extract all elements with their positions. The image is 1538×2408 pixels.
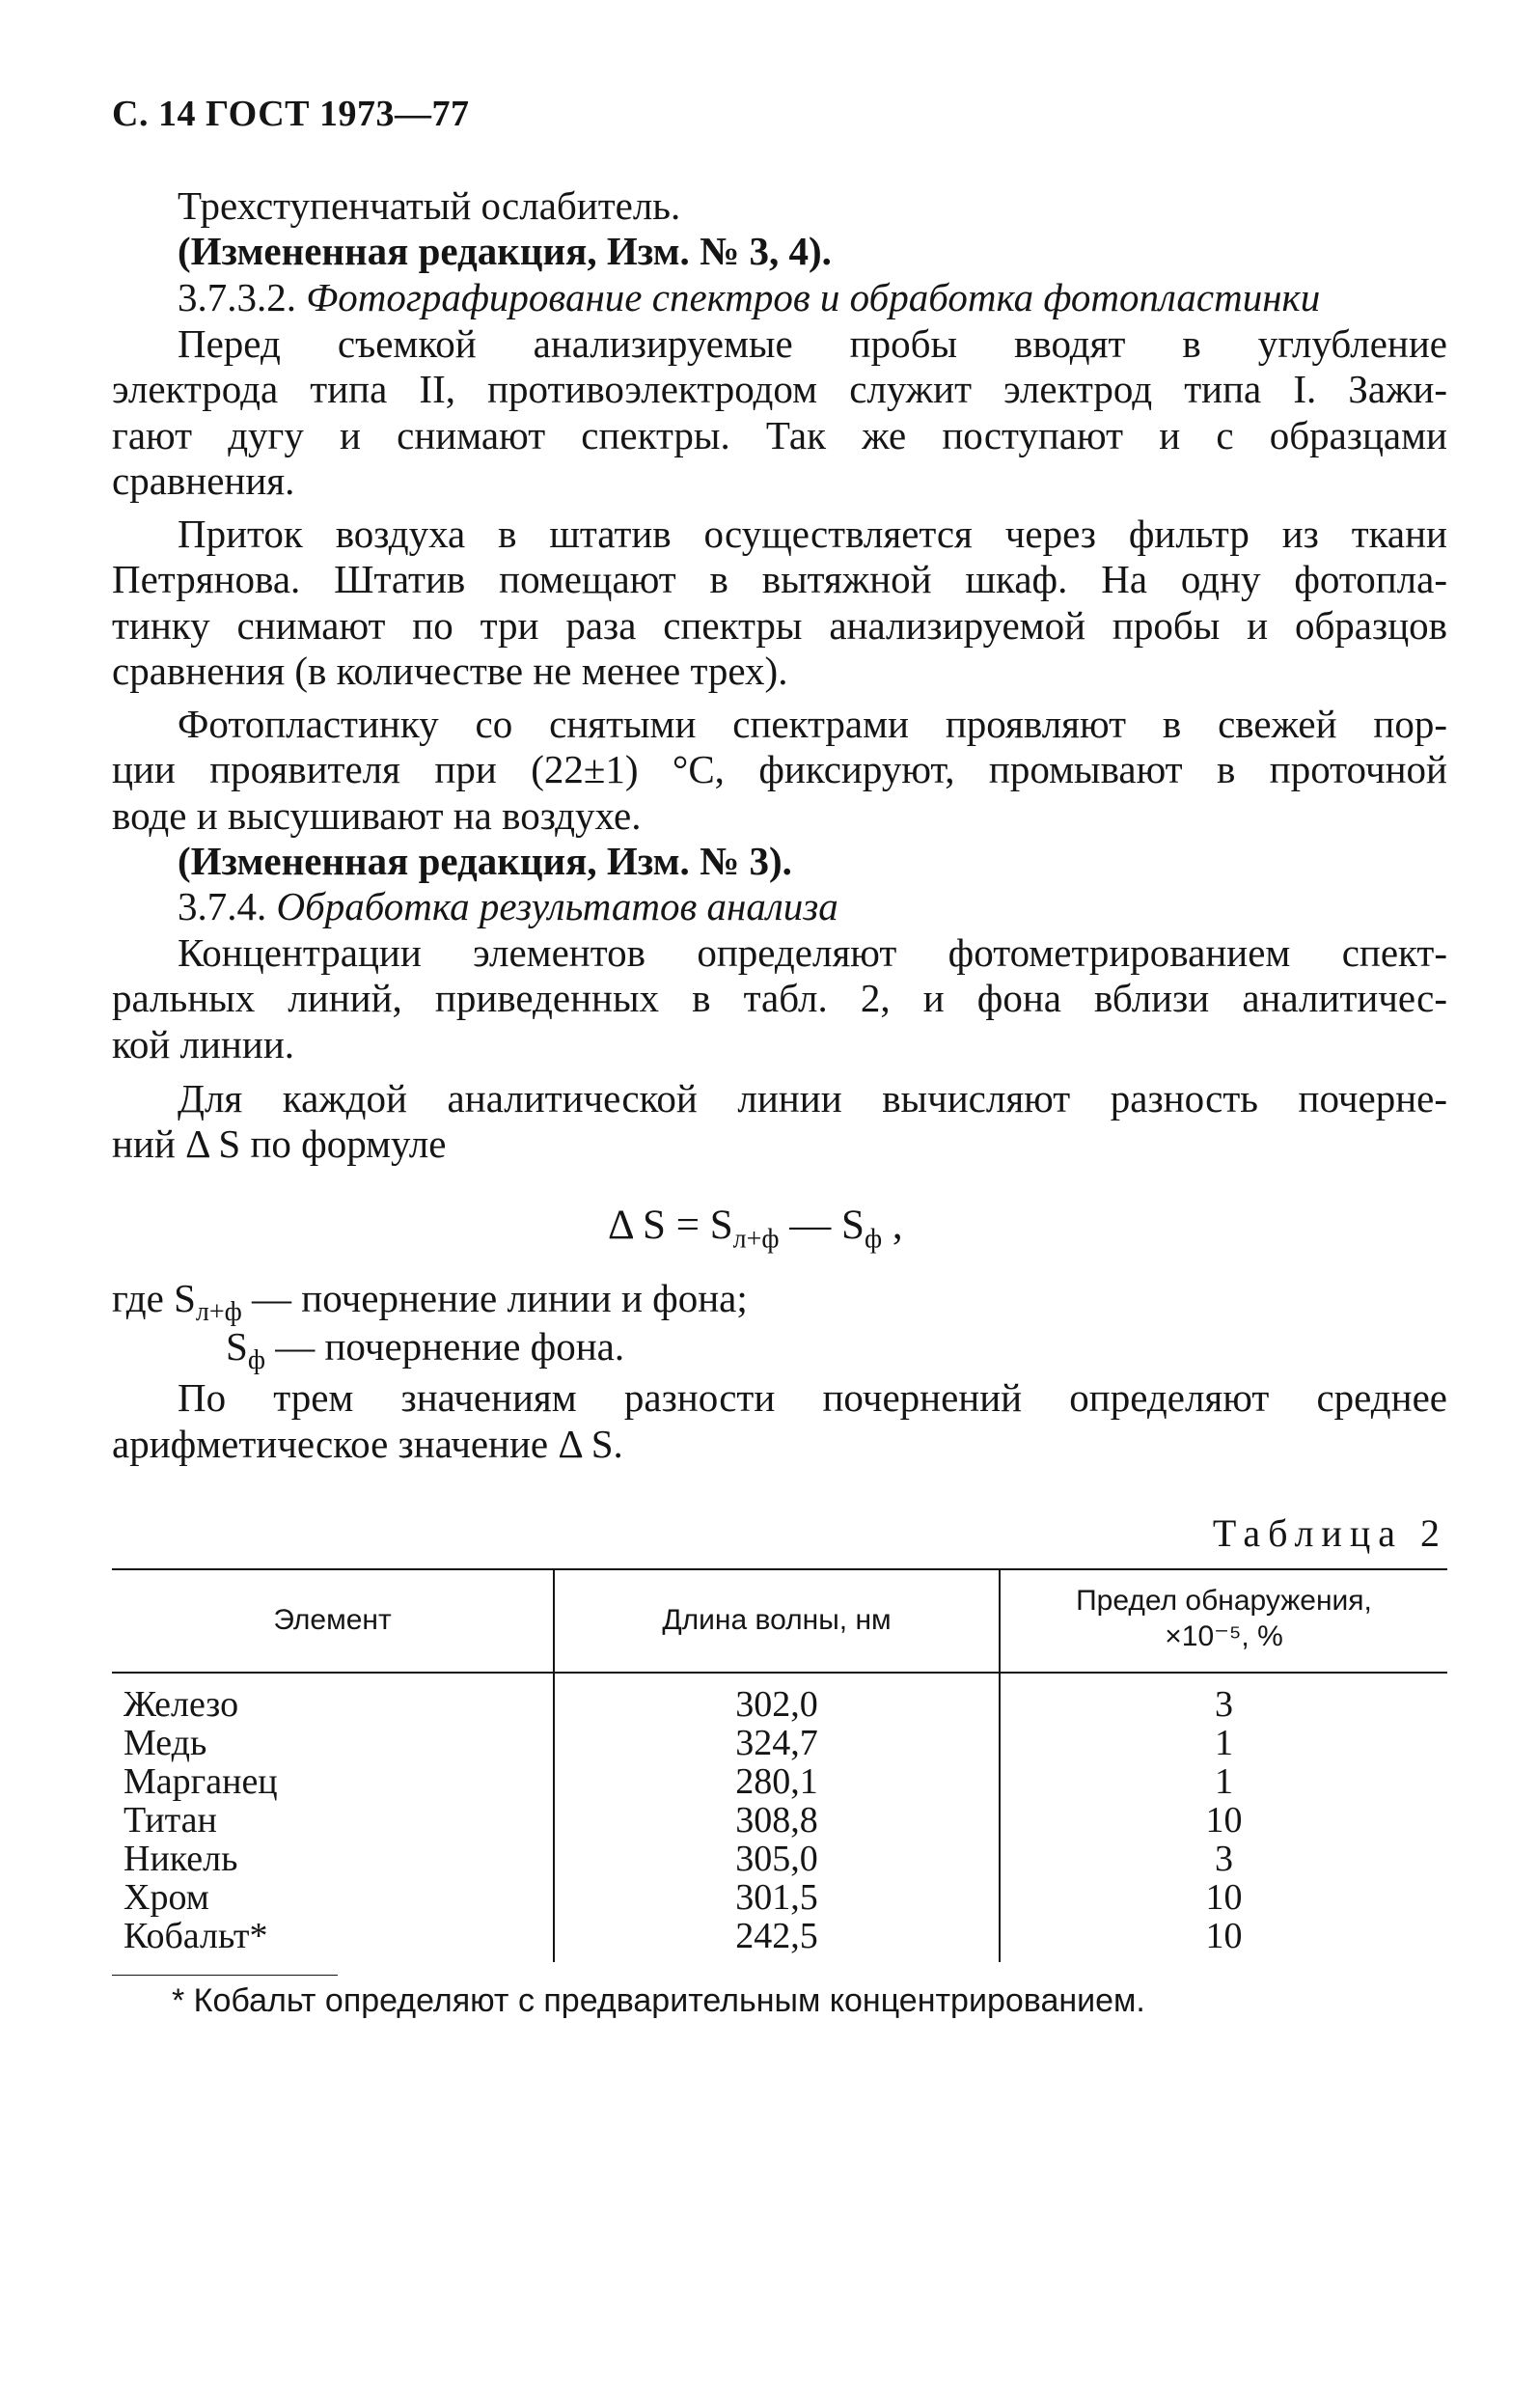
th-limit-line-1: Предел обнаружения,	[1076, 1585, 1372, 1617]
p9-line-1: Концентрации элементов определяют фотометрированием спект-	[178, 930, 1447, 975]
where-line-1: где $S_{л+ф}$ — почернение линии и фона;	[112, 1276, 748, 1328]
table-footnote: * Кобальт определяют с предварительным концентрированием.	[172, 1982, 1145, 2019]
p5-line-2: Петрянова. Штатив помещают в вытяжной шкаф. На одну фотопла-	[112, 557, 1447, 601]
p5-line-3: тинку снимают по три раза спектры анализируемой пробы и образцов	[112, 603, 1447, 648]
p10-line-1: Для каждой аналитической линии вычисляют разность почерне-	[178, 1076, 1447, 1121]
cell-limit: 10	[1205, 1877, 1243, 1918]
section-3-7-4-heading: 3.7.4. Обработка результатов анализа	[178, 884, 838, 928]
p5-line-1: Приток воздуха в штатив осуществляется через фильтр из ткани	[178, 512, 1447, 556]
formula-delta-s: Δ $S = S_{л+ф}$ — $S_ф$ ,	[608, 1203, 903, 1255]
cell-wavelength: 302,0	[735, 1684, 818, 1725]
cell-limit: 10	[1205, 1916, 1243, 1956]
p11-line-2: арифметическое значение Δ S.	[112, 1422, 623, 1466]
cell-wavelength: 301,5	[735, 1877, 818, 1918]
cell-element: Марганец	[124, 1761, 278, 1802]
section-3-7-3-2-heading: 3.7.3.2. Фотографирование спектров и обработка фотопластинки	[178, 275, 1321, 319]
cell-limit: 10	[1205, 1800, 1243, 1841]
table-header-rule	[112, 1672, 1447, 1674]
cell-element: Никель	[124, 1839, 238, 1879]
cell-limit: 3	[1215, 1839, 1233, 1879]
cell-wavelength: 324,7	[735, 1723, 818, 1763]
cell-wavelength: 305,0	[735, 1839, 818, 1879]
p4-line-1: Перед съемкой анализируемые пробы вводят в углубление	[178, 321, 1447, 366]
paragraph-p1: Трехступенчатый ослабитель.	[178, 183, 681, 228]
p9-line-3: кой линии.	[112, 1022, 295, 1066]
cell-limit: 1	[1215, 1723, 1233, 1763]
th-element: Элемент	[273, 1604, 392, 1636]
cell-element: Хром	[124, 1877, 209, 1918]
p11-line-1: По трем значениям разности почернений определяют среднее	[178, 1375, 1447, 1420]
page-header: С. 14 ГОСТ 1973—77	[112, 94, 470, 134]
amendment-note-2: (Измененная редакция, Изм. № 3).	[178, 839, 792, 883]
cell-wavelength: 280,1	[735, 1761, 818, 1802]
cell-element: Медь	[124, 1723, 207, 1763]
p4-line-2: электрода типа II, противоэлектродом служит электрод типа I. Зажи-	[112, 367, 1447, 411]
table-top-rule	[112, 1568, 1447, 1570]
p10-line-2: ний Δ S по формуле	[112, 1121, 447, 1166]
p6-line-2: ции проявителя при (22±1) °С, фиксируют, промывают в проточной	[112, 747, 1447, 791]
th-limit-line-2: ×10⁻⁵, %	[1165, 1620, 1283, 1652]
where-line-2: $S_ф$ — почернение фона.	[226, 1324, 625, 1376]
cell-element: Кобальт*	[124, 1916, 268, 1956]
cell-wavelength: 308,8	[735, 1800, 818, 1841]
p4-line-3: гают дугу и снимают спектры. Так же поступают и с образцами	[112, 413, 1447, 457]
table-caption: Таблица 2	[1212, 1511, 1447, 1555]
p9-line-2: ральных линий, приведенных в табл. 2, и фона вблизи аналитичес-	[112, 976, 1447, 1020]
cell-limit: 1	[1215, 1761, 1233, 1802]
th-wavelength: Длина волны, нм	[662, 1604, 892, 1636]
cell-element: Титан	[124, 1800, 217, 1841]
p6-line-1: Фотопластинку со снятыми спектрами проявляют в свежей пор-	[178, 702, 1447, 746]
footnote-rule	[112, 1975, 338, 1976]
amendment-note-1: (Измененная редакция, Изм. № 3, 4).	[178, 229, 832, 273]
cell-element: Железо	[124, 1684, 239, 1725]
cell-wavelength: 242,5	[735, 1916, 818, 1956]
p4-line-4: сравнения.	[112, 458, 295, 503]
cell-limit: 3	[1215, 1684, 1233, 1725]
p6-line-3: воде и высушивают на воздухе.	[112, 793, 642, 838]
p5-line-4: сравнения (в количестве не менее трех).	[112, 649, 788, 693]
